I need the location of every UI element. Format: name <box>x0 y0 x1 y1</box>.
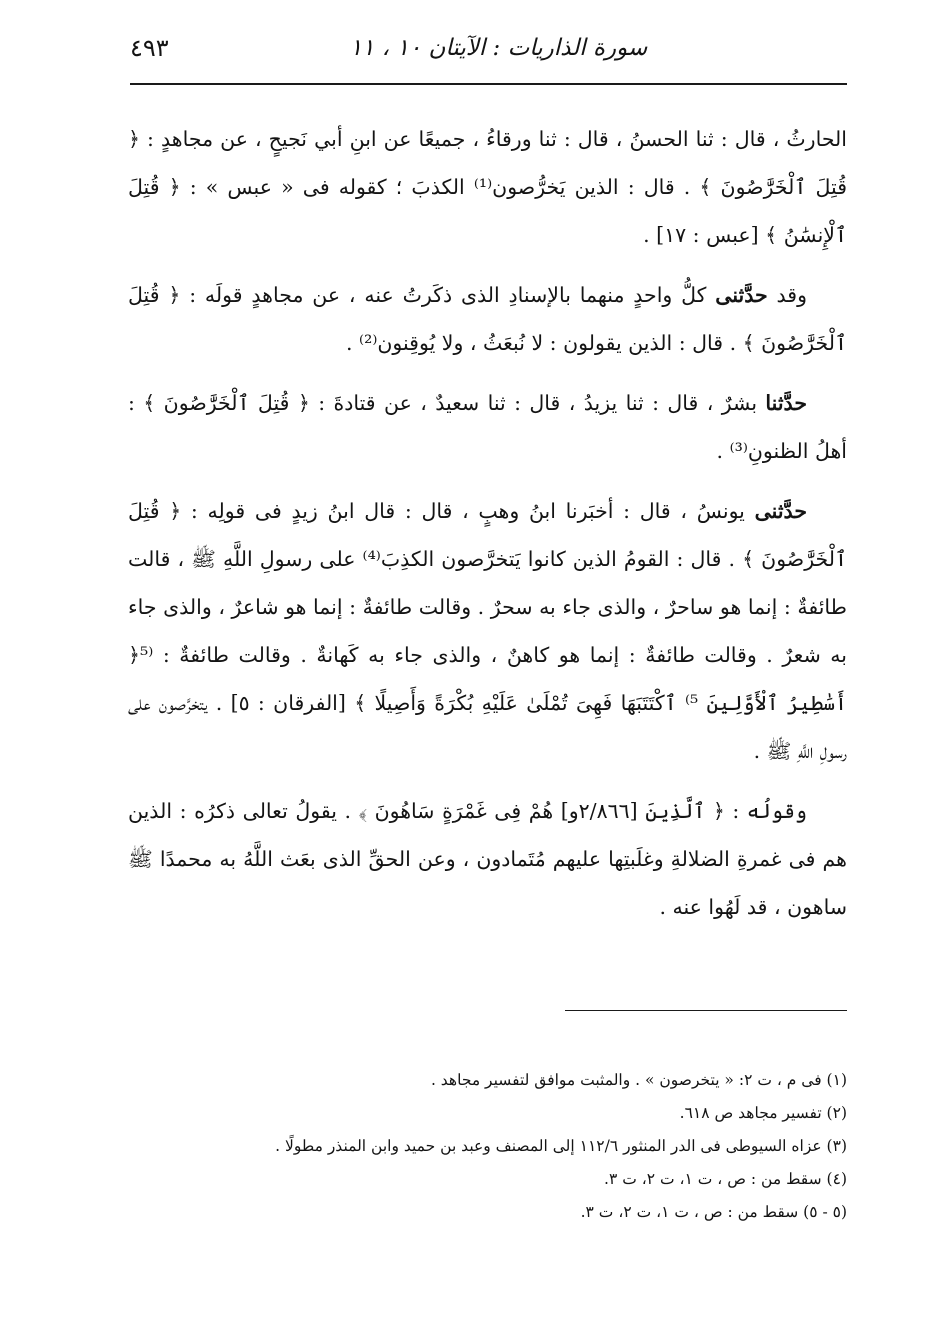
footnote-rule <box>565 1010 847 1011</box>
paragraph-prefix: وقد <box>767 283 807 307</box>
footnotes <box>150 1064 847 1229</box>
paragraph-text: كلُّ واحدٍ منهما بالإسنادِ الذى ذكَرتُ عنه ، عن مجاهدٍ قولَه : ﴿ قُتِلَ ٱلْخَرَّٰصُونَ ﴾ . قال : الذين يقولون : لا نُبعَثُ ، ولا يُوقِنون⁽²⁾ . <box>128 283 847 355</box>
footnote-3: (٣) عزاه السيوطى فى الدر المنثور ١١٢/٦ إلى المصنف وعبد بن حميد وابن المنذر مطولًا . <box>275 1137 847 1155</box>
footnote-1: (١) فى م ، ت ٢: « يتخرصون » . والمثبت موافق لتفسير مجاهد . <box>430 1071 847 1089</box>
footnote-5: (٥ - ٥) سقط من : ص ، ت ١، ت ٢، ت ٣. <box>580 1203 847 1221</box>
paragraph-5 <box>128 787 847 931</box>
paragraph-4 <box>128 487 847 775</box>
header-rule <box>130 83 847 85</box>
main-text <box>128 115 847 943</box>
footnote-4: (٤) سقط من : ص ، ت ١، ت ٢، ت ٣. <box>604 1170 847 1188</box>
paragraph-2 <box>128 271 847 367</box>
page-header <box>130 26 847 74</box>
paragraph-text: بشرٌ ، قال : ثنا يزيدُ ، قال : ثنا سعيدٌ ، عن قتادةَ : ﴿ قُتِلَ ٱلْخَرَّٰصُونَ ﴾ : أهلُ الظنونِ⁽³⁾ . <box>128 391 847 463</box>
narration-lead: حدَّثنى <box>754 499 807 523</box>
footnote-2: (٢) تفسير مجاهد ص ٦١٨. <box>679 1104 847 1122</box>
narration-lead: حدَّثنى <box>715 283 768 307</box>
running-title: سورة الذاريات : الآيتان ١٠ ، ١١ <box>349 35 648 61</box>
page-number: ٤٩٣ <box>130 34 169 62</box>
paragraph-text: يونسُ ، قال : أخبَرنا ابنُ وهبٍ ، قال : قال ابنُ زيدٍ فى قولِه : ﴿ قُتِلَ ٱلْخَرَّٰصُونَ ﴾ . قال : القومُ الذين كانوا يَتخرَّصون الكذِبَ⁽⁴⁾ على رسولِ اللَّهِ ﷺ ، قالت طائفةٌ : إنما هو ساحرٌ ، والذى جاء به سحرٌ . وقالت طائفةٌ : إنما هو شاعرٌ ، والذى جاء به شعرٌ . وقالت طائفةٌ : إنما هو كاهنٌ ، والذى جاء به كَهانةٌ . وقالت طائفةٌ : ⁽⁵﴿ أَسَٰطِيرُ ٱلْأَوَّلِينَ ⁵⁾ ٱكْتَتَبَهَا فَهِىَ تُمْلَىٰ عَلَيْهِ بُكْرَةً وَأَصِيلًا ﴾ [الفرقان : ٥] . يتخرَّصون على رسولِ اللَّهِ ﷺ . <box>128 499 847 763</box>
paragraph-text: وقولُه : ﴿ ٱلَّذِينَ [٢/٨٦٦و] هُمْ فِى غَمْرَةٍ سَاهُونَ ﴾ . يقولُ تعالى ذكرُه : الذين هم فى غمرةِ الضلالةِ وغلَبتِها عليهم مُتَمادون ، وعن الحقِّ الذى بعَث اللَّهُ به محمدًا ﷺ ساهون ، قد لَهُوا عنه . <box>128 799 847 919</box>
narration-lead: حدَّثنا <box>765 391 807 415</box>
paragraph-3 <box>128 379 847 475</box>
paragraph-text: الحارثُ ، قال : ثنا الحسنُ ، قال : ثنا ورقاءُ ، جميعًا عن ابنِ أبي نَجيحٍ ، عن مجاهدٍ : ﴿ قُتِلَ ٱلْخَرَّٰصُونَ ﴾ . قال : الذين يَخرُّصون⁽¹⁾ الكذبَ ؛ كقوله فى « عبس » : ﴿ قُتِلَ ٱلْإِنسَٰنُ ﴾ [عبس : ١٧] . <box>128 127 847 247</box>
paragraph-1 <box>128 115 847 259</box>
